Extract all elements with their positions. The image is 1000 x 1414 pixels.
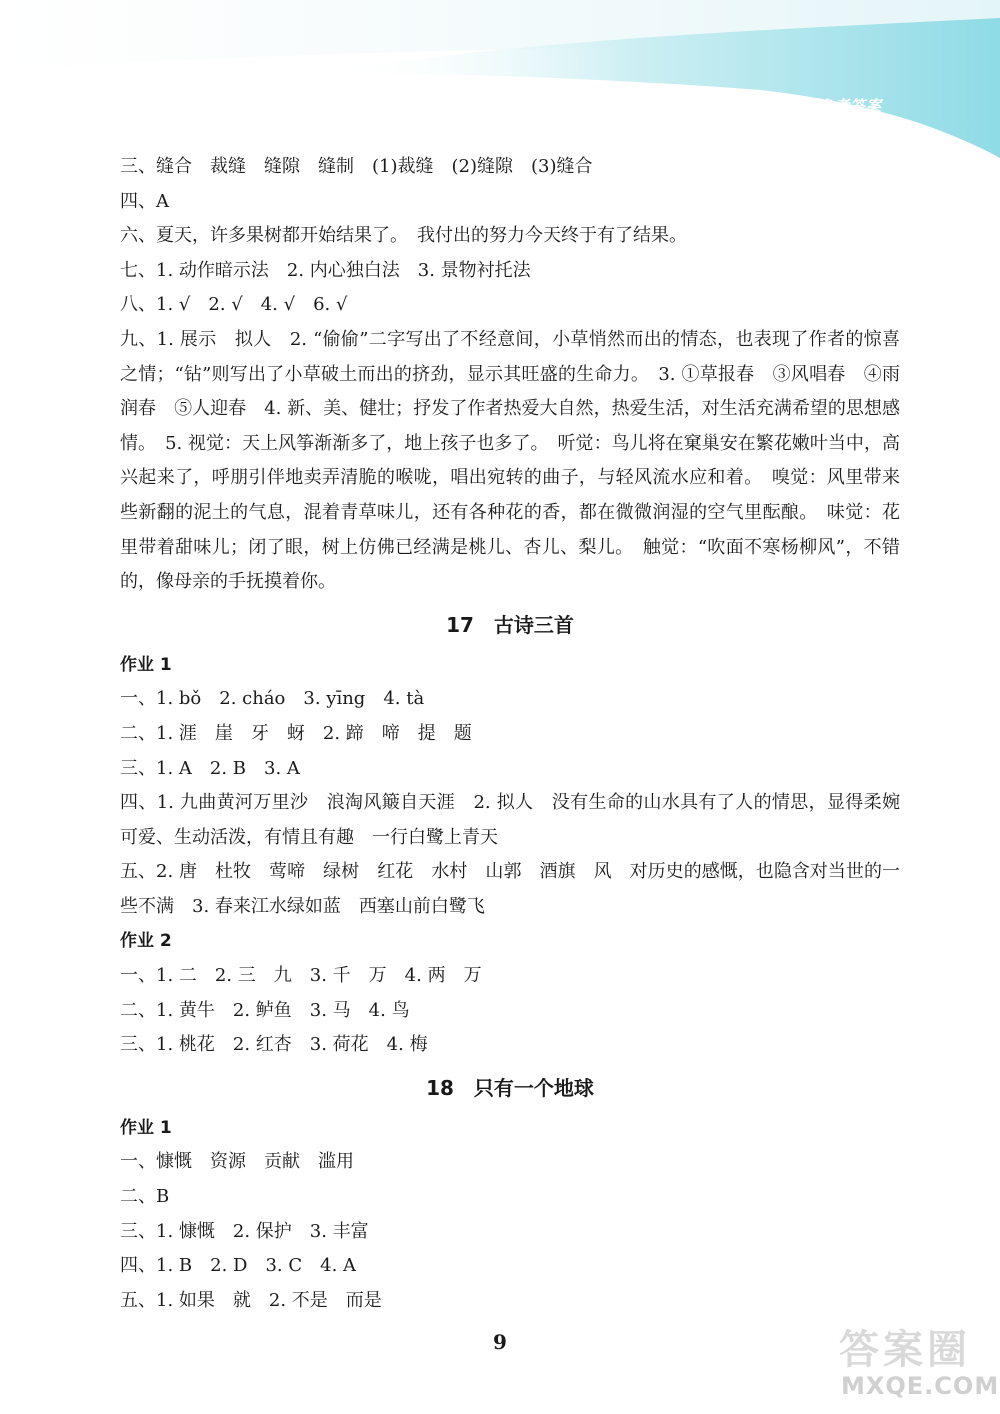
answer-paragraph: 九、1. 展示 拟人 2. “偷偷”二字写出了不经意间，小草悄然而出的情态，也表现了作者的惊喜之情；“钻”则写出了小草破土而出的挤劲，显示其旺盛的生命力。 3. ①草报春 ③风唱春 ④雨润春 ⑤人迎春 4. 新、美、健壮；抒发了作者热爱大自然，热爱生活，对生活充满希望的思想感情。 5. 视觉：天上风筝渐渐多了，地上孩子也多了。 听觉：鸟儿将在窠巢安在繁花嫩叶当中，高兴起来了，呼朋引伴地卖弄清脆的喉咙，唱出宛转的曲子，与轻风流水应和着。 嗅觉：风里带来些新翻的泥土的气息，混着青草味儿，还有各种花的香，都在微微润湿的空气里酝酿。 味觉：花里带着甜味儿；闭了眼，树上仿佛已经满是桃儿、杏儿、梨儿。 触觉：“吹面不寒杨柳风”，不错的，像母亲的手抚摸着你。 [120, 328, 900, 593]
answer-line: 一、1. 二 2. 三 九 3. 千 万 4. 两 万 [120, 965, 482, 987]
answer-line: 一、慷慨 资源 贡献 滥用 [120, 1151, 354, 1173]
answer-line: 三、1. A 2. B 3. A [120, 757, 300, 779]
answer-line: 三、1. 桃花 2. 红杏 3. 荷花 4. 梅 [120, 1034, 428, 1056]
answer-line: 四、A [120, 190, 169, 212]
watermark-title: 答案圈 [839, 1327, 971, 1373]
answer-paragraph: 五、2. 唐 杜牧 莺啼 绿树 红花 水村 山郭 酒旗 风 对历史的感慨，也隐含对当世的一些不满 3. 春来江水绿如蓝 西塞山前白鹭飞 [120, 861, 900, 917]
answer-line: 二、1. 涯 崖 牙 蚜 2. 蹄 啼 提 题 [120, 722, 472, 744]
lesson-title: 17 古诗三首 [446, 612, 574, 637]
answer-line: 二、1. 黄牛 2. 鲈鱼 3. 马 4. 鸟 [120, 999, 410, 1021]
header-label: 参考答案 [818, 97, 883, 115]
answer-line: 二、B [120, 1186, 170, 1208]
watermark-url: MXQE.COM [841, 1372, 1000, 1400]
answer-line: 三、1. 慷慨 2. 保护 3. 丰富 [120, 1220, 369, 1242]
lesson-title: 18 只有一个地球 [426, 1075, 594, 1100]
answer-paragraph: 四、1. 九曲黄河万里沙 浪淘风簸自天涯 2. 拟人 没有生命的山水具有了人的情思，显得柔婉可爱、生动活泼，有情且有趣 一行白鹭上青天 [120, 792, 900, 848]
answer-line: 三、缝合 裁缝 缝隙 缝制 (1)裁缝 (2)缝隙 (3)缝合 [120, 156, 593, 177]
answer-content [120, 150, 900, 1318]
homework-label: 作业 1 [120, 654, 172, 675]
page-number: 9 [493, 1330, 507, 1354]
watermark-logo [825, 1318, 1000, 1414]
answer-line: 五、1. 如果 就 2. 不是 而是 [120, 1289, 382, 1311]
answer-line: 八、1. √ 2. √ 4. √ 6. √ [120, 294, 348, 316]
header-banner [0, 0, 1000, 170]
answer-line: 四、1. B 2. D 3. C 4. A [120, 1255, 357, 1277]
homework-label: 作业 1 [120, 1117, 172, 1138]
header-swoosh [0, 0, 1000, 170]
answer-line: 一、1. bǒ 2. cháo 3. yīng 4. tà [120, 688, 425, 710]
answer-line: 七、1. 动作暗示法 2. 内心独白法 3. 景物衬托法 [120, 259, 531, 281]
answer-line: 六、夏天，许多果树都开始结果了。 我付出的努力今天终于有了结果。 [120, 225, 687, 247]
homework-label: 作业 2 [120, 931, 172, 952]
